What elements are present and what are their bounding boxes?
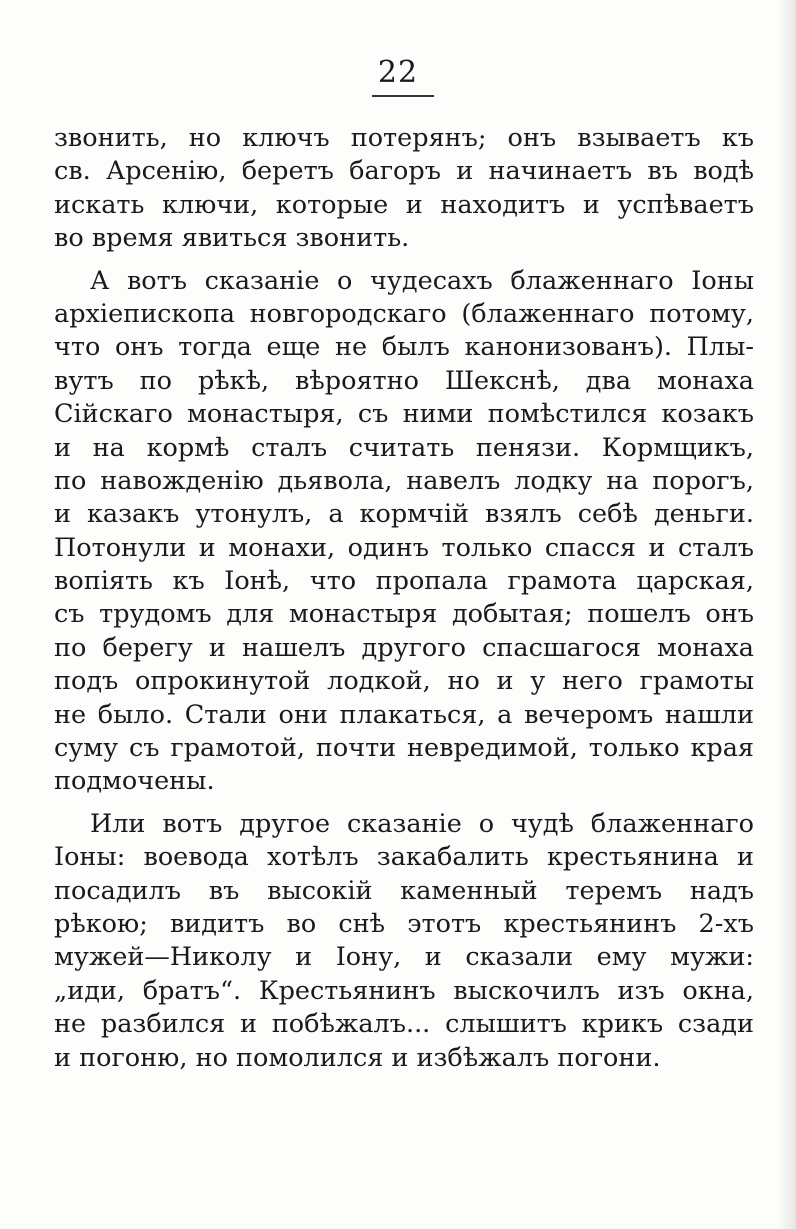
text-line: рѣкою; видитъ во снѣ этотъ крестьянинъ 2-хъ <box>54 908 754 939</box>
page-edge-shadow <box>778 0 796 1229</box>
text-line: съ трудомъ для монастыря добытая; пошелъ онъ <box>54 599 754 630</box>
text-line: суму съ грамотой, почти невредимой, только края <box>54 733 754 764</box>
text-line: св. Арсенію, беретъ багоръ и начинаетъ въ водѣ <box>54 156 754 187</box>
text-line: во время явиться звонить. <box>54 223 410 254</box>
text-line: подъ опрокинутой лодкой, но и у него грамоты <box>54 666 754 697</box>
text-line: искать ключи, которые и находитъ и успѣваетъ <box>54 189 754 220</box>
body-text <box>54 122 754 1075</box>
text-line: и погоню, но помолился и избѣжалъ погони. <box>54 1042 661 1073</box>
text-line: посадилъ въ высокій каменный теремъ надъ <box>54 875 754 906</box>
text-line: А вотъ сказаніе о чудесахъ блаженнаго Іоны <box>90 265 754 296</box>
text-line: вутъ по рѣкѣ, вѣроятно Шекснѣ, два монаха <box>54 365 754 396</box>
text-line: Потонули и монахи, одинъ только спасся и сталъ <box>54 532 754 563</box>
text-line: архіепископа новгородскаго (блаженнаго потому, <box>54 298 754 329</box>
text-line: по берегу и нашелъ другого спасшагося монаха <box>54 632 754 663</box>
text-line: и на кормѣ сталъ считать пенязи. Кормщикъ, <box>54 432 754 463</box>
text-line: по навожденію дьявола, навелъ лодку на порогъ, <box>54 465 754 496</box>
text-line: мужей—Николу и Іону, и сказали ему мужи: <box>54 942 754 973</box>
text-line: не разбился и побѣжалъ... слышитъ крикъ сзади <box>54 1009 754 1040</box>
paragraph <box>54 265 754 799</box>
paragraph <box>54 808 754 1075</box>
text-line: Сійскаго монастыря, съ ними помѣстился козакъ <box>54 399 754 430</box>
text-line: Или вотъ другое сказаніе о чудѣ блаженнаго <box>90 808 754 839</box>
page-number-underline <box>372 95 434 97</box>
text-line: что онъ тогда еще не былъ канонизованъ). Плы- <box>54 332 754 363</box>
text-line: Іоны: воевода хотѣлъ закабалить крестьянина и <box>54 842 754 873</box>
text-line: „иди, братъ“. Крестьянинъ выскочилъ изъ окна, <box>54 975 754 1006</box>
text-line: звонить, но ключъ потерянъ; онъ взываетъ къ <box>54 123 754 153</box>
text-line: вопіять къ Іонѣ, что пропала грамота царская, <box>54 566 754 597</box>
paragraph <box>54 122 754 256</box>
text-line: и казакъ утонулъ, а кормчій взялъ себѣ деньги. <box>54 499 754 530</box>
page-number: 22 <box>377 55 419 90</box>
text-line: не было. Стали они плакаться, а вечеромъ нашли <box>54 699 754 730</box>
text-line: подмочены. <box>54 766 215 797</box>
